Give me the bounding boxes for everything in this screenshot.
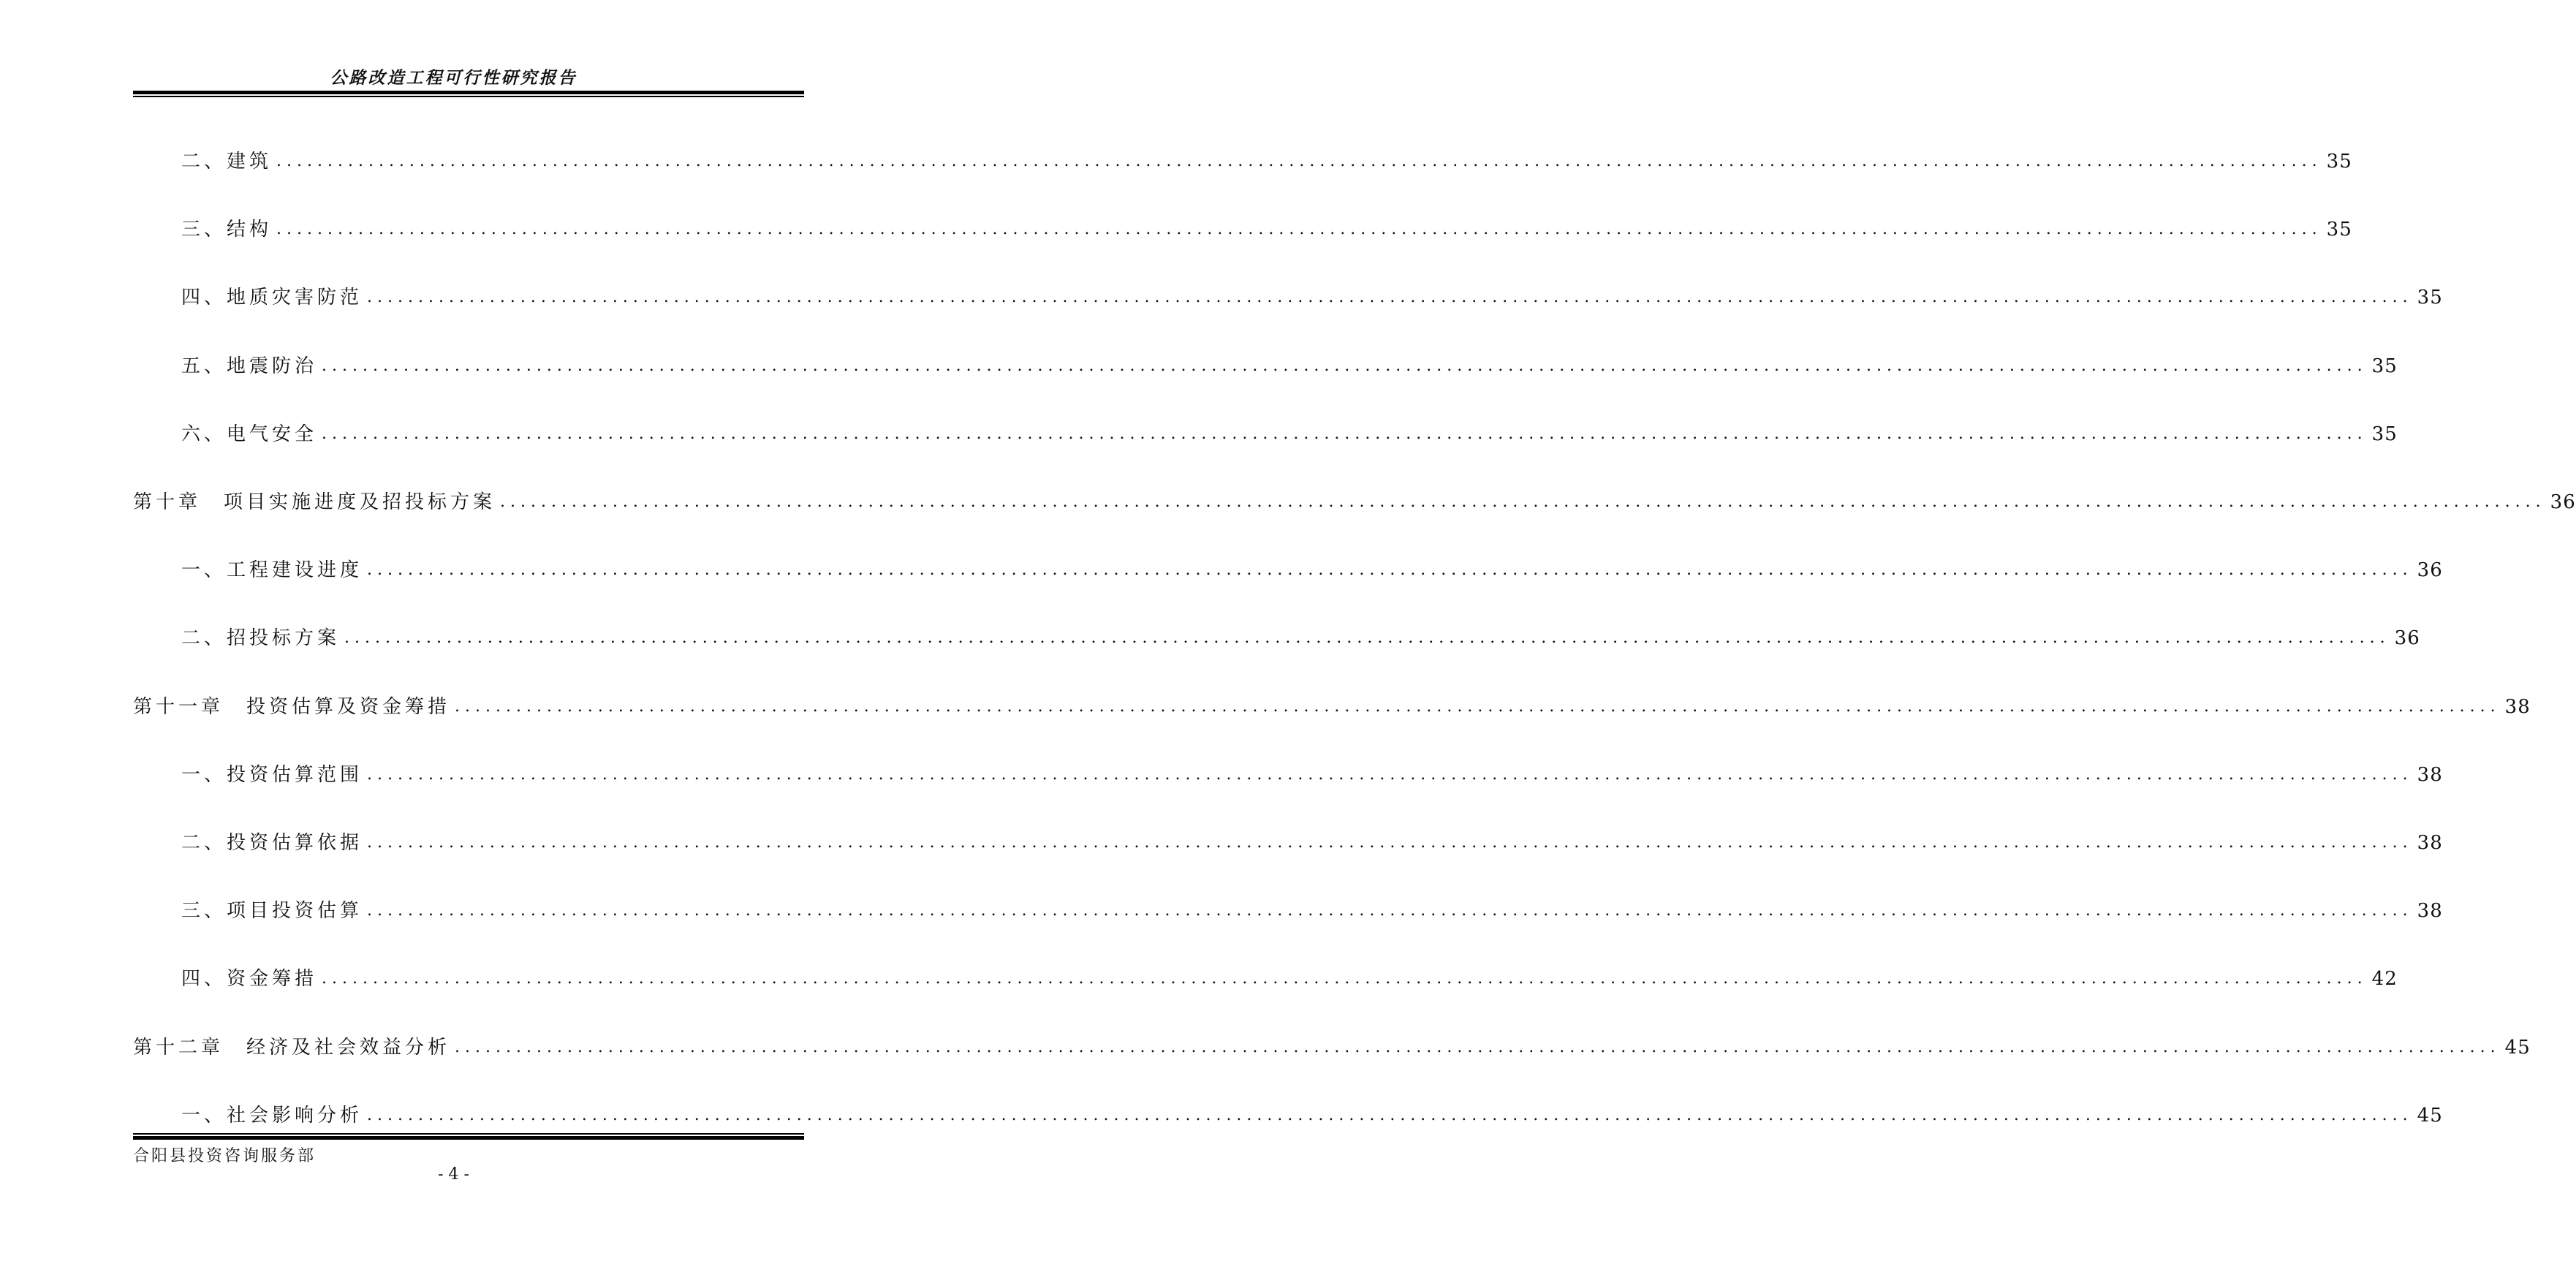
toc-leader-dots: ........................................................................................................................................................................................................	[322, 357, 2368, 375]
toc-leader-dots: ........................................................................................................................................................................................................	[367, 901, 2413, 920]
toc-entry-label: 四、资金筹措	[181, 968, 318, 990]
toc-leader-dots: ........................................................................................................................................................................................................	[367, 561, 2413, 579]
toc-entry[interactable]	[0, 417, 2398, 446]
toc-entry-label: 第十章 项目实施进度及招投标方案	[133, 491, 496, 513]
header-rule-thick	[133, 91, 804, 94]
toc-entry-page: 35	[2371, 355, 2398, 377]
toc-entry[interactable]	[0, 621, 2420, 650]
toc-entry-page: 35	[2371, 423, 2398, 445]
toc-leader-dots: ........................................................................................................................................................................................................	[455, 1038, 2501, 1056]
toc-entry[interactable]	[0, 280, 2443, 309]
toc-entry-label: 四、地质灾害防范	[181, 287, 363, 309]
footer-organization: 合阳县投资咨询服务部	[133, 1147, 317, 1165]
toc-entry-page: 45	[2504, 1037, 2531, 1059]
toc-entry-label: 一、社会影响分析	[181, 1105, 363, 1127]
toc-entry[interactable]	[0, 144, 2352, 173]
toc-entry[interactable]	[0, 893, 2443, 923]
toc-leader-dots: ........................................................................................................................................................................................................	[455, 697, 2501, 716]
toc-leader-dots: ........................................................................................................................................................................................................	[367, 833, 2413, 852]
toc-entry[interactable]	[0, 553, 2443, 582]
toc-entry[interactable]	[0, 757, 2443, 787]
toc-entry-label: 一、投资估算范围	[181, 764, 363, 786]
toc-leader-dots: ........................................................................................................................................................................................................	[276, 152, 2322, 170]
toc-entry[interactable]	[0, 689, 2531, 719]
toc-leader-dots: ........................................................................................................................................................................................................	[322, 425, 2368, 443]
toc-entry-label: 三、项目投资估算	[181, 900, 363, 922]
toc-entry[interactable]	[0, 485, 2576, 514]
toc-leader-dots: ........................................................................................................................................................................................................	[367, 288, 2413, 306]
toc-entry[interactable]	[0, 961, 2398, 991]
toc-entry-label: 二、建筑	[181, 151, 273, 173]
toc-leader-dots: ........................................................................................................................................................................................................	[500, 493, 2546, 511]
toc-entry[interactable]	[0, 1098, 2443, 1127]
toc-entry-page: 36	[2394, 627, 2420, 649]
footer-rule-thick	[133, 1136, 804, 1140]
toc-entry-page: 42	[2371, 968, 2398, 990]
toc-entry-page: 38	[2417, 832, 2443, 854]
toc-entry-page: 38	[2504, 696, 2531, 718]
header-rule-thin	[133, 96, 804, 97]
toc-entry[interactable]	[0, 349, 2398, 378]
toc-leader-dots: ........................................................................................................................................................................................................	[367, 765, 2413, 784]
toc-entry-page: 38	[2417, 900, 2443, 922]
toc-leader-dots: ........................................................................................................................................................................................................	[367, 1106, 2413, 1124]
toc-leader-dots: ........................................................................................................................................................................................................	[344, 629, 2390, 647]
header-title: 公路改造工程可行性研究报告	[330, 69, 577, 88]
toc-entry-label: 第十二章 经济及社会效益分析	[133, 1037, 451, 1059]
toc-entry-label: 二、招投标方案	[181, 627, 341, 649]
toc-entry-page: 45	[2417, 1105, 2443, 1127]
toc-entry-page: 36	[2550, 491, 2576, 513]
toc-entry-page: 36	[2417, 559, 2443, 581]
toc-leader-dots: ........................................................................................................................................................................................................	[276, 220, 2322, 238]
toc-entry-page: 35	[2417, 287, 2443, 309]
toc-entry-label: 六、电气安全	[181, 423, 318, 445]
footer-rule-thin	[133, 1133, 804, 1135]
toc-entry-page: 38	[2417, 764, 2443, 786]
toc-entry[interactable]	[0, 1030, 2531, 1059]
toc-leader-dots: ........................................................................................................................................................................................................	[322, 969, 2368, 988]
toc-entry[interactable]	[0, 825, 2443, 855]
toc-entry-label: 一、工程建设进度	[181, 559, 363, 581]
toc-entry-label: 三、结构	[181, 219, 273, 241]
toc-entry-page: 35	[2326, 219, 2352, 241]
toc-entry-label: 五、地震防治	[181, 355, 318, 377]
toc-entry-label: 二、投资估算依据	[181, 832, 363, 854]
toc-entry[interactable]	[0, 212, 2352, 241]
toc-entry-label: 第十一章 投资估算及资金筹措	[133, 696, 451, 718]
page-number: - 4 -	[438, 1165, 469, 1184]
toc-entry-page: 35	[2326, 151, 2352, 173]
